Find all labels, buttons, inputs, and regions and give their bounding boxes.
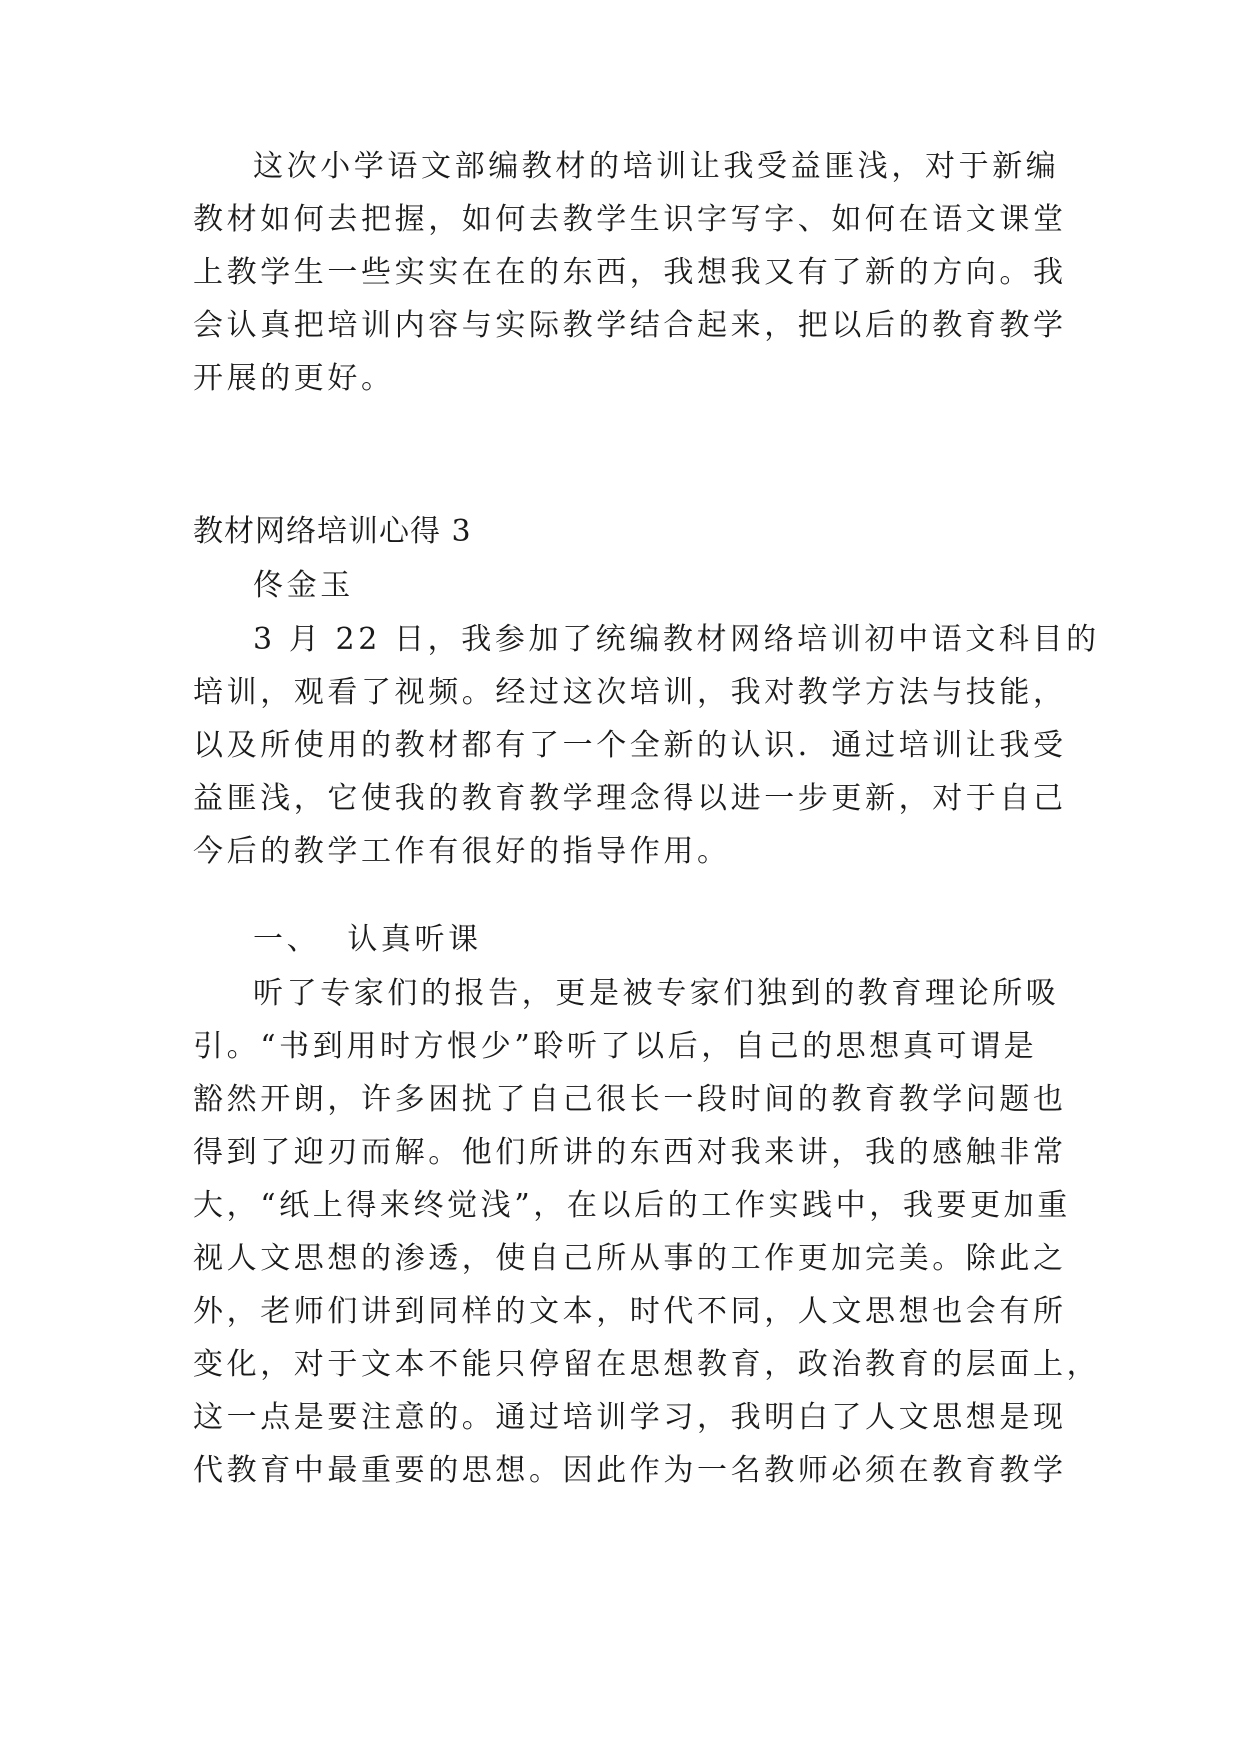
paragraph-2-line: 益匪浅，它使我的教育教学理念得以进一步更新，对于自己 bbox=[193, 781, 1067, 816]
paragraph-2-line: 3 月 22 日，我参加了统编教材网络培训初中语文科目的 bbox=[253, 622, 1100, 657]
paragraph-1-line: 会认真把培训内容与实际教学结合起来，把以后的教育教学 bbox=[193, 308, 1067, 343]
paragraph-1-line: 上教学生一些实实在在的东西，我想我又有了新的方向。我 bbox=[193, 255, 1067, 290]
paragraph-1-line: 教材如何去把握，如何去教学生识字写字、如何在语文课堂 bbox=[193, 202, 1067, 237]
paragraph-2-line: 以及所使用的教材都有了一个全新的认识．通过培训让我受 bbox=[193, 728, 1067, 763]
paragraph-3-line: 这一点是要注意的。通过培训学习，我明白了人文思想是现 bbox=[193, 1400, 1067, 1435]
paragraph-3-line: 大，“纸上得来终觉浅”，在以后的工作实践中，我要更加重 bbox=[193, 1188, 1071, 1223]
paragraph-1-line: 这次小学语文部编教材的培训让我受益匪浅，对于新编 bbox=[253, 149, 1060, 184]
paragraph-3-line: 豁然开朗，许多困扰了自己很长一段时间的教育教学问题也 bbox=[193, 1082, 1067, 1117]
paragraph-1-line: 开展的更好。 bbox=[193, 361, 395, 396]
paragraph-3-line: 听了专家们的报告，更是被专家们独到的教育理论所吸 bbox=[253, 976, 1060, 1011]
paragraph-2-line: 今后的教学工作有很好的指导作用。 bbox=[193, 834, 731, 869]
paragraph-3-line: 代教育中最重要的思想。因此作为一名教师必须在教育教学 bbox=[193, 1453, 1067, 1488]
paragraph-2-line: 培训，观看了视频。经过这次培训，我对教学方法与技能， bbox=[193, 675, 1067, 710]
paragraph-3-line: 视人文思想的渗透，使自己所从事的工作更加完美。除此之 bbox=[193, 1241, 1067, 1276]
paragraph-3-line: 变化，对于文本不能只停留在思想教育，政治教育的层面上， bbox=[193, 1347, 1101, 1382]
subheading: 一、 认真听课 bbox=[253, 922, 482, 957]
paragraph-3-line: 外，老师们讲到同样的文本，时代不同，人文思想也会有所 bbox=[193, 1294, 1067, 1329]
paragraph-3-line: 得到了迎刃而解。他们所讲的东西对我来讲，我的感触非常 bbox=[193, 1135, 1067, 1170]
paragraph-3-line: 引。“书到用时方恨少”聆听了以后，自己的思想真可谓是 bbox=[193, 1029, 1038, 1064]
section-title: 教材网络培训心得 3 bbox=[193, 514, 472, 549]
author-name: 佟金玉 bbox=[253, 568, 354, 603]
